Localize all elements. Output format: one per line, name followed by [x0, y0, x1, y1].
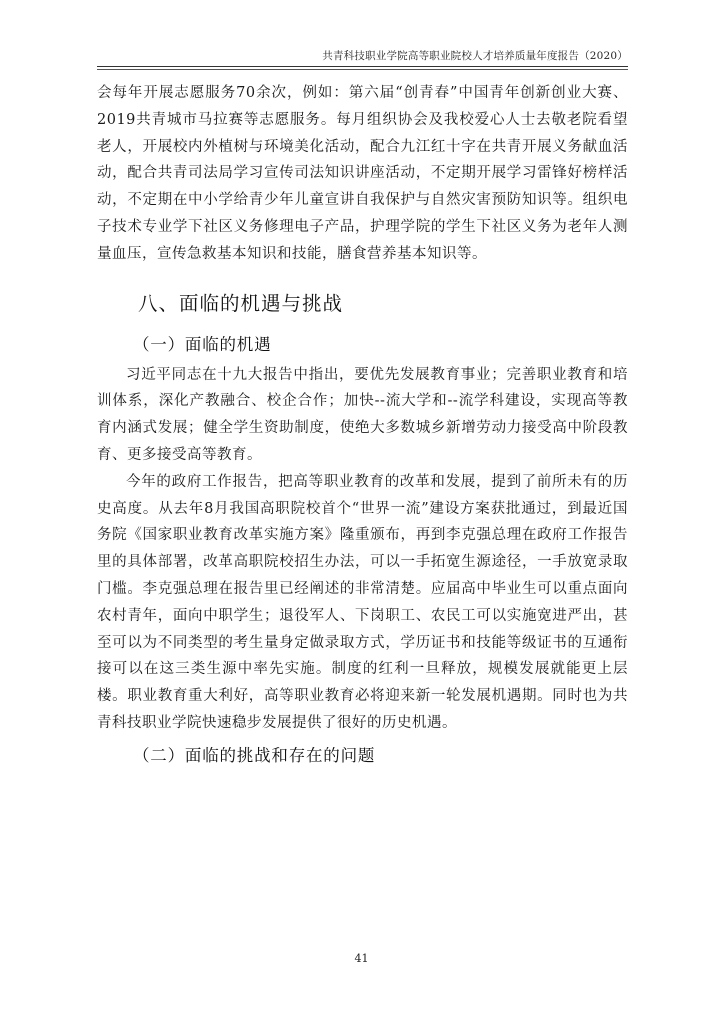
running-header: 共青科技职业学院高等职业院校人才培养质量年度报告（2020）	[322, 50, 628, 62]
paragraph-opportunities-2: 今年的政府工作报告，把高等职业教育的改革和发展，提到了前所未有的历史高度。从去年8月我国高职院校首个“世界一流”建设方案获批通过，到最近国务院《国家职业教育改革实施方案》隆重颁布，再到李克强总理在政府工作报告里的具体部署，改革高职院校招生办法，可以一手拓宽生源途径，一手放宽录取门槛。李克强总理在报告里已经阐述的非常清楚。应届高中毕业生可以重点面向农村青年，面向中职学生；退役军人、下岗职工、农民工可以实施宽进严出，甚至可以为不同类型的考生量身定做录取方式，学历证书和技能等级证书的互通衔接可以在这三类生源中率先实施。制度的红利一旦释放，规模发展就能更上层楼。职业教育重大利好，高等职业教育必将迎来新一轮发展机遇期。同时也为共青科技职业学院快速稳步发展提供了很好的历史机遇。	[97, 473, 628, 731]
section-heading: 八、面临的机遇与挑战	[138, 291, 344, 315]
header-rule-thin	[97, 69, 628, 70]
page-number: 41	[354, 952, 369, 965]
subsection-heading-challenges: （二）面临的挑战和存在的问题	[133, 745, 376, 765]
page-body	[97, 80, 628, 773]
header-rule	[97, 66, 628, 67]
paragraph-continued: 会每年开展志愿服务70余次，例如：第六届“创青春”中国青年创新创业大赛、2019共青城市马拉赛等志愿服务。每月组织协会及我校爱心人士去敬老院看望老人，开展校内外植树与环境美化活动，配合九江红十字在共青开展义务献血活动，配合共青司法局学习宣传司法知识讲座活动，不定期开展学习雷锋好榜样活动，不定期在中小学给青少年儿童宣讲自我保护与自然灾害预防知识等。组织电子技术专业学下社区义务修理电子产品，护理学院的学生下社区义务为老年人测量血压，宣传急救基本知识和技能，膳食营养基本知识等。	[97, 85, 628, 262]
paragraph-opportunities-1: 习近平同志在十九大报告中指出，要优先发展教育事业；完善职业教育和培训体系，深化产教融合、校企合作；加快--流大学和--流学科建设，实现高等教育内涵式发展；健全学生资助制度，使绝大多数城乡新增劳动力接受高中阶段教育、更多接受高等教育。	[97, 366, 628, 463]
subsection-heading-opportunities: （一）面临的机遇	[133, 334, 272, 354]
